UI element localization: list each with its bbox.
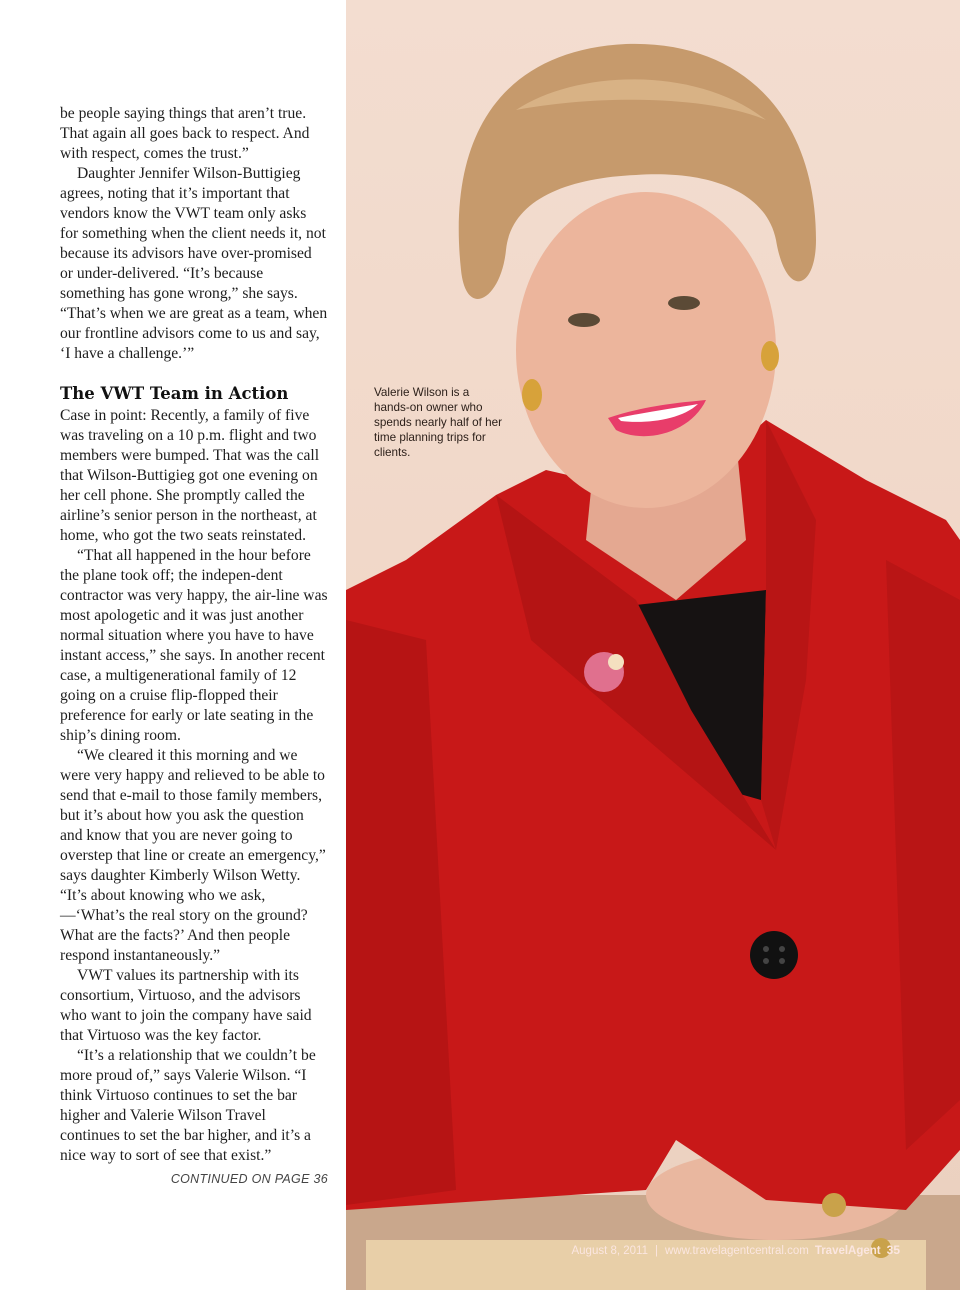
- issue-date: August 8, 2011: [571, 1245, 648, 1257]
- footer-separator: |: [655, 1245, 658, 1257]
- portrait-illustration: [346, 0, 960, 1290]
- right-earring: [761, 341, 779, 371]
- magazine-name: TravelAgent: [814, 1245, 881, 1257]
- article-paragraph: “That all happened in the hour before the plane took off; the indepen-dent contractor was very happy, the air-line was most apologetic and it was just another normal situation where you have to have instant access,” she says. In another recent case, a multigenerational family of 12 going on a cruise flip-flopped their preference for early or late seating in the ship’s dining room.: [60, 547, 328, 744]
- article-paragraph: Daughter Jennifer Wilson-Buttigieg agrees, noting that it’s important that vendors know the VWT team only asks for something when the client needs it, not because its advisors have over-promised or under-delivered. “It’s because something has gone wrong,” she says. “That’s when we are great as a team, when our frontline advisors come to us and say, ‘I have a challenge.’”: [60, 165, 328, 362]
- section-subhead: The VWT Team in Action: [60, 384, 289, 403]
- page-number: 35: [886, 1243, 900, 1257]
- photo-caption: Valerie Wilson is a hands-on owner who spends nearly half of her time planning trips for clients.: [374, 386, 502, 459]
- page-footer: [571, 1243, 900, 1257]
- portrait-photo: [346, 0, 960, 1290]
- face: [516, 192, 776, 508]
- article-column: [60, 104, 328, 1189]
- continued-note: CONTINUED ON PAGE 36: [170, 1172, 328, 1186]
- article-paragraph: “We cleared it this morning and we were very happy and relieved to be able to send that e-mail to those family members, but it’s about how you ask the question and know that you are never going to overstep that line or create an emergency,” says daughter Kimberly Wilson Wetty. “It’s about knowing who we ask,—‘What’s the real story on the ground? What are the facts?’ And then people respond instantaneously.”: [60, 747, 326, 964]
- left-eye: [568, 313, 600, 327]
- article-paragraph: be people saying things that aren’t true. That again all goes back to respect. And with respect, comes the trust.”: [60, 105, 310, 162]
- ring: [822, 1193, 846, 1217]
- article-paragraph: VWT values its partnership with its consortium, Virtuoso, and the advisors who want to join the company have said that Virtuoso was the key factor.: [60, 967, 312, 1044]
- jacket-button: [750, 931, 798, 979]
- footer-url[interactable]: www.travelagentcentral.com: [665, 1245, 809, 1257]
- article-paragraph: “It’s a relationship that we couldn’t be more proud of,” says Valerie Wilson. “I think Virtuoso continues to set the bar higher and Valerie Wilson Travel continues to set the bar higher, and it’s a nice way to sort of see that exist.”: [60, 1047, 316, 1164]
- right-eye: [668, 296, 700, 310]
- article-paragraph: Case in point: Recently, a family of five was traveling on a 10 p.m. flight and two members were bumped. That was the call that Wilson-Buttigieg got one evening on her cell phone. She promptly called the airline’s senior person in the northeast, at home, who got the two seats reinstated.: [60, 407, 320, 544]
- left-earring: [522, 379, 542, 411]
